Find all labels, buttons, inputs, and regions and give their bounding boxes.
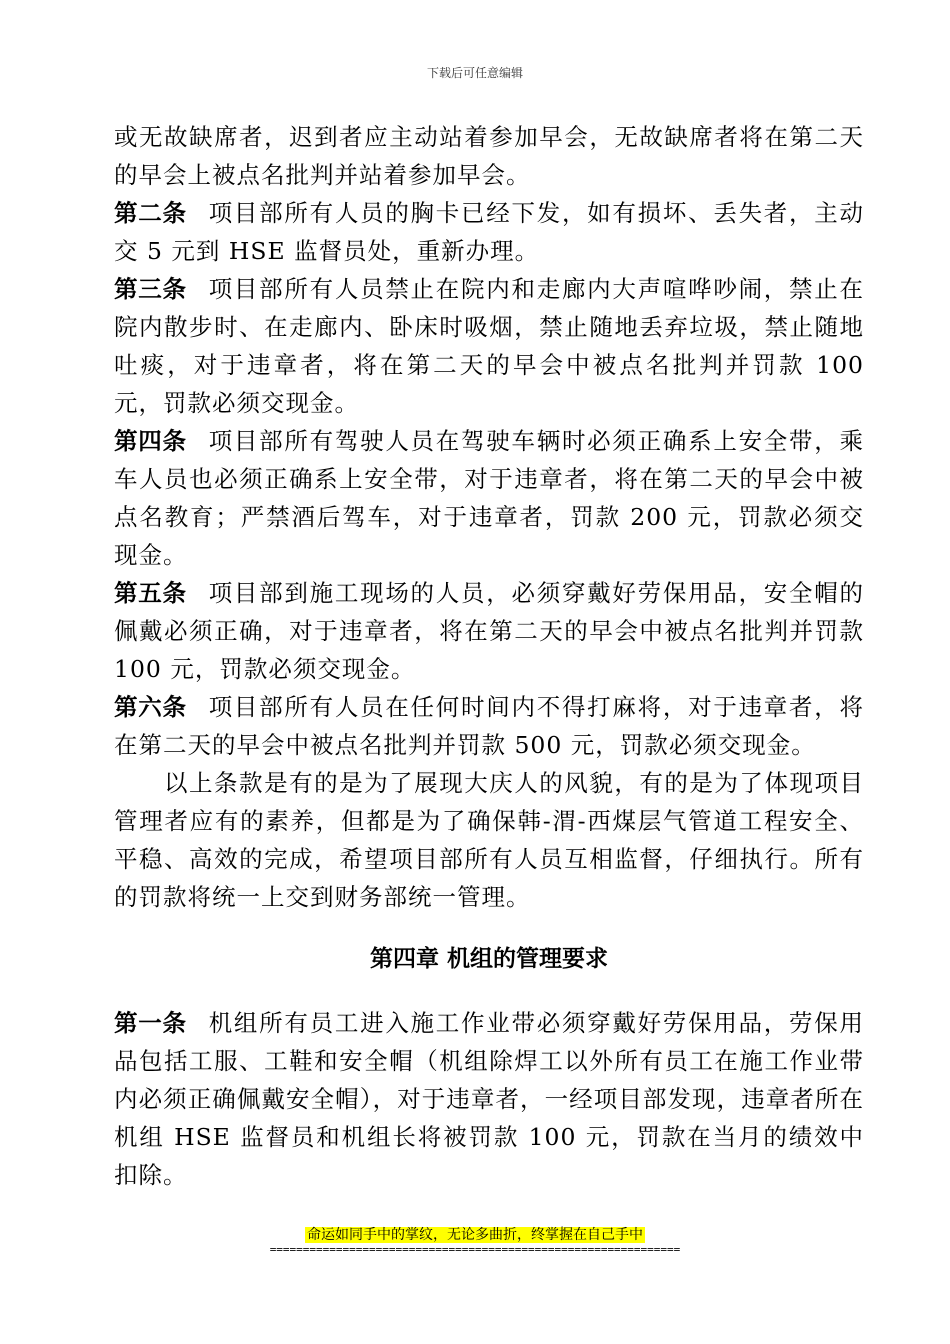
paragraph-text: 或无故缺席者，迟到者应主动站着参加早会，无故缺席者将在第二天的早会上被点名批判并站着参加早会。 [114, 123, 864, 189]
article-text: 项目部所有人员在任何时间内不得打麻将，对于违章者，将在第二天的早会中被点名批判并罚款 500 元，罚款必须交现金。 [114, 693, 865, 759]
footer-banner [0, 1224, 950, 1244]
document-body [114, 118, 864, 1194]
chapter-title: 第四章 机组的管理要求 [369, 946, 608, 972]
page-header: 下载后可任意编辑 [426, 66, 523, 80]
article-label: 第四条 [114, 427, 187, 455]
article-label: 第五条 [114, 579, 187, 607]
footer-banner-text: 命运如同手中的掌纹，无论多曲折，终掌握在自己手中 [307, 1227, 643, 1243]
paragraph-continuation [114, 118, 864, 194]
article-text: 项目部所有人员的胸卡已经下发，如有损坏、丢失者，主动交 5 元到 HSE 监督员处，重新办理。 [114, 199, 865, 265]
article-6 [114, 688, 864, 764]
article-3 [114, 270, 864, 422]
footer-rule: ============================================================== [269, 1243, 681, 1256]
article-label: 第二条 [114, 199, 187, 227]
article-5 [114, 574, 864, 688]
chapter4-article-1 [114, 1004, 864, 1194]
article-4 [114, 422, 864, 574]
article-label: 第一条 [114, 1009, 187, 1037]
article-text: 机组所有员工进入施工作业带必须穿戴好劳保用品，劳保用品包括工服、工鞋和安全帽（机组除焊工以外所有员工在施工作业带内必须正确佩戴安全帽），对于违章者，一经项目部发现，违章者所在机组 HSE 监督员和机组长将被罚款 100 元，罚款在当月的绩效中扣除。 [114, 1009, 865, 1189]
article-2 [114, 194, 864, 270]
summary-paragraph: 以上条款是有的是为了展现大庆人的风貌，有的是为了体现项目管理者应有的素养，但都是为了确保韩-渭-西煤层气管道工程安全、平稳、高效的完成，希望项目部所有人员互相监督，仔细执行。所有的罚款将统一上交到财务部统一管理。 [114, 769, 864, 911]
article-text: 项目部所有人员禁止在院内和走廊内大声喧哗吵闹，禁止在院内散步时、在走廊内、卧床时吸烟，禁止随地丢弃垃圾，禁止随地吐痰，对于违章者，将在第二天的早会中被点名批判并罚款 100 元，罚款必须交现金。 [114, 275, 865, 417]
article-text: 项目部到施工现场的人员，必须穿戴好劳保用品，安全帽的佩戴必须正确，对于违章者，将在第二天的早会中被点名批判并罚款 100 元，罚款必须交现金。 [114, 579, 865, 683]
article-text: 项目部所有驾驶人员在驾驶车辆时必须正确系上安全带，乘车人员也必须正确系上安全带，对于违章者，将在第二天的早会中被点名教育；严禁酒后驾车，对于违章者，罚款 200 元，罚款必须交现金。 [114, 427, 865, 569]
article-label: 第六条 [114, 693, 187, 721]
article-label: 第三条 [114, 275, 187, 303]
